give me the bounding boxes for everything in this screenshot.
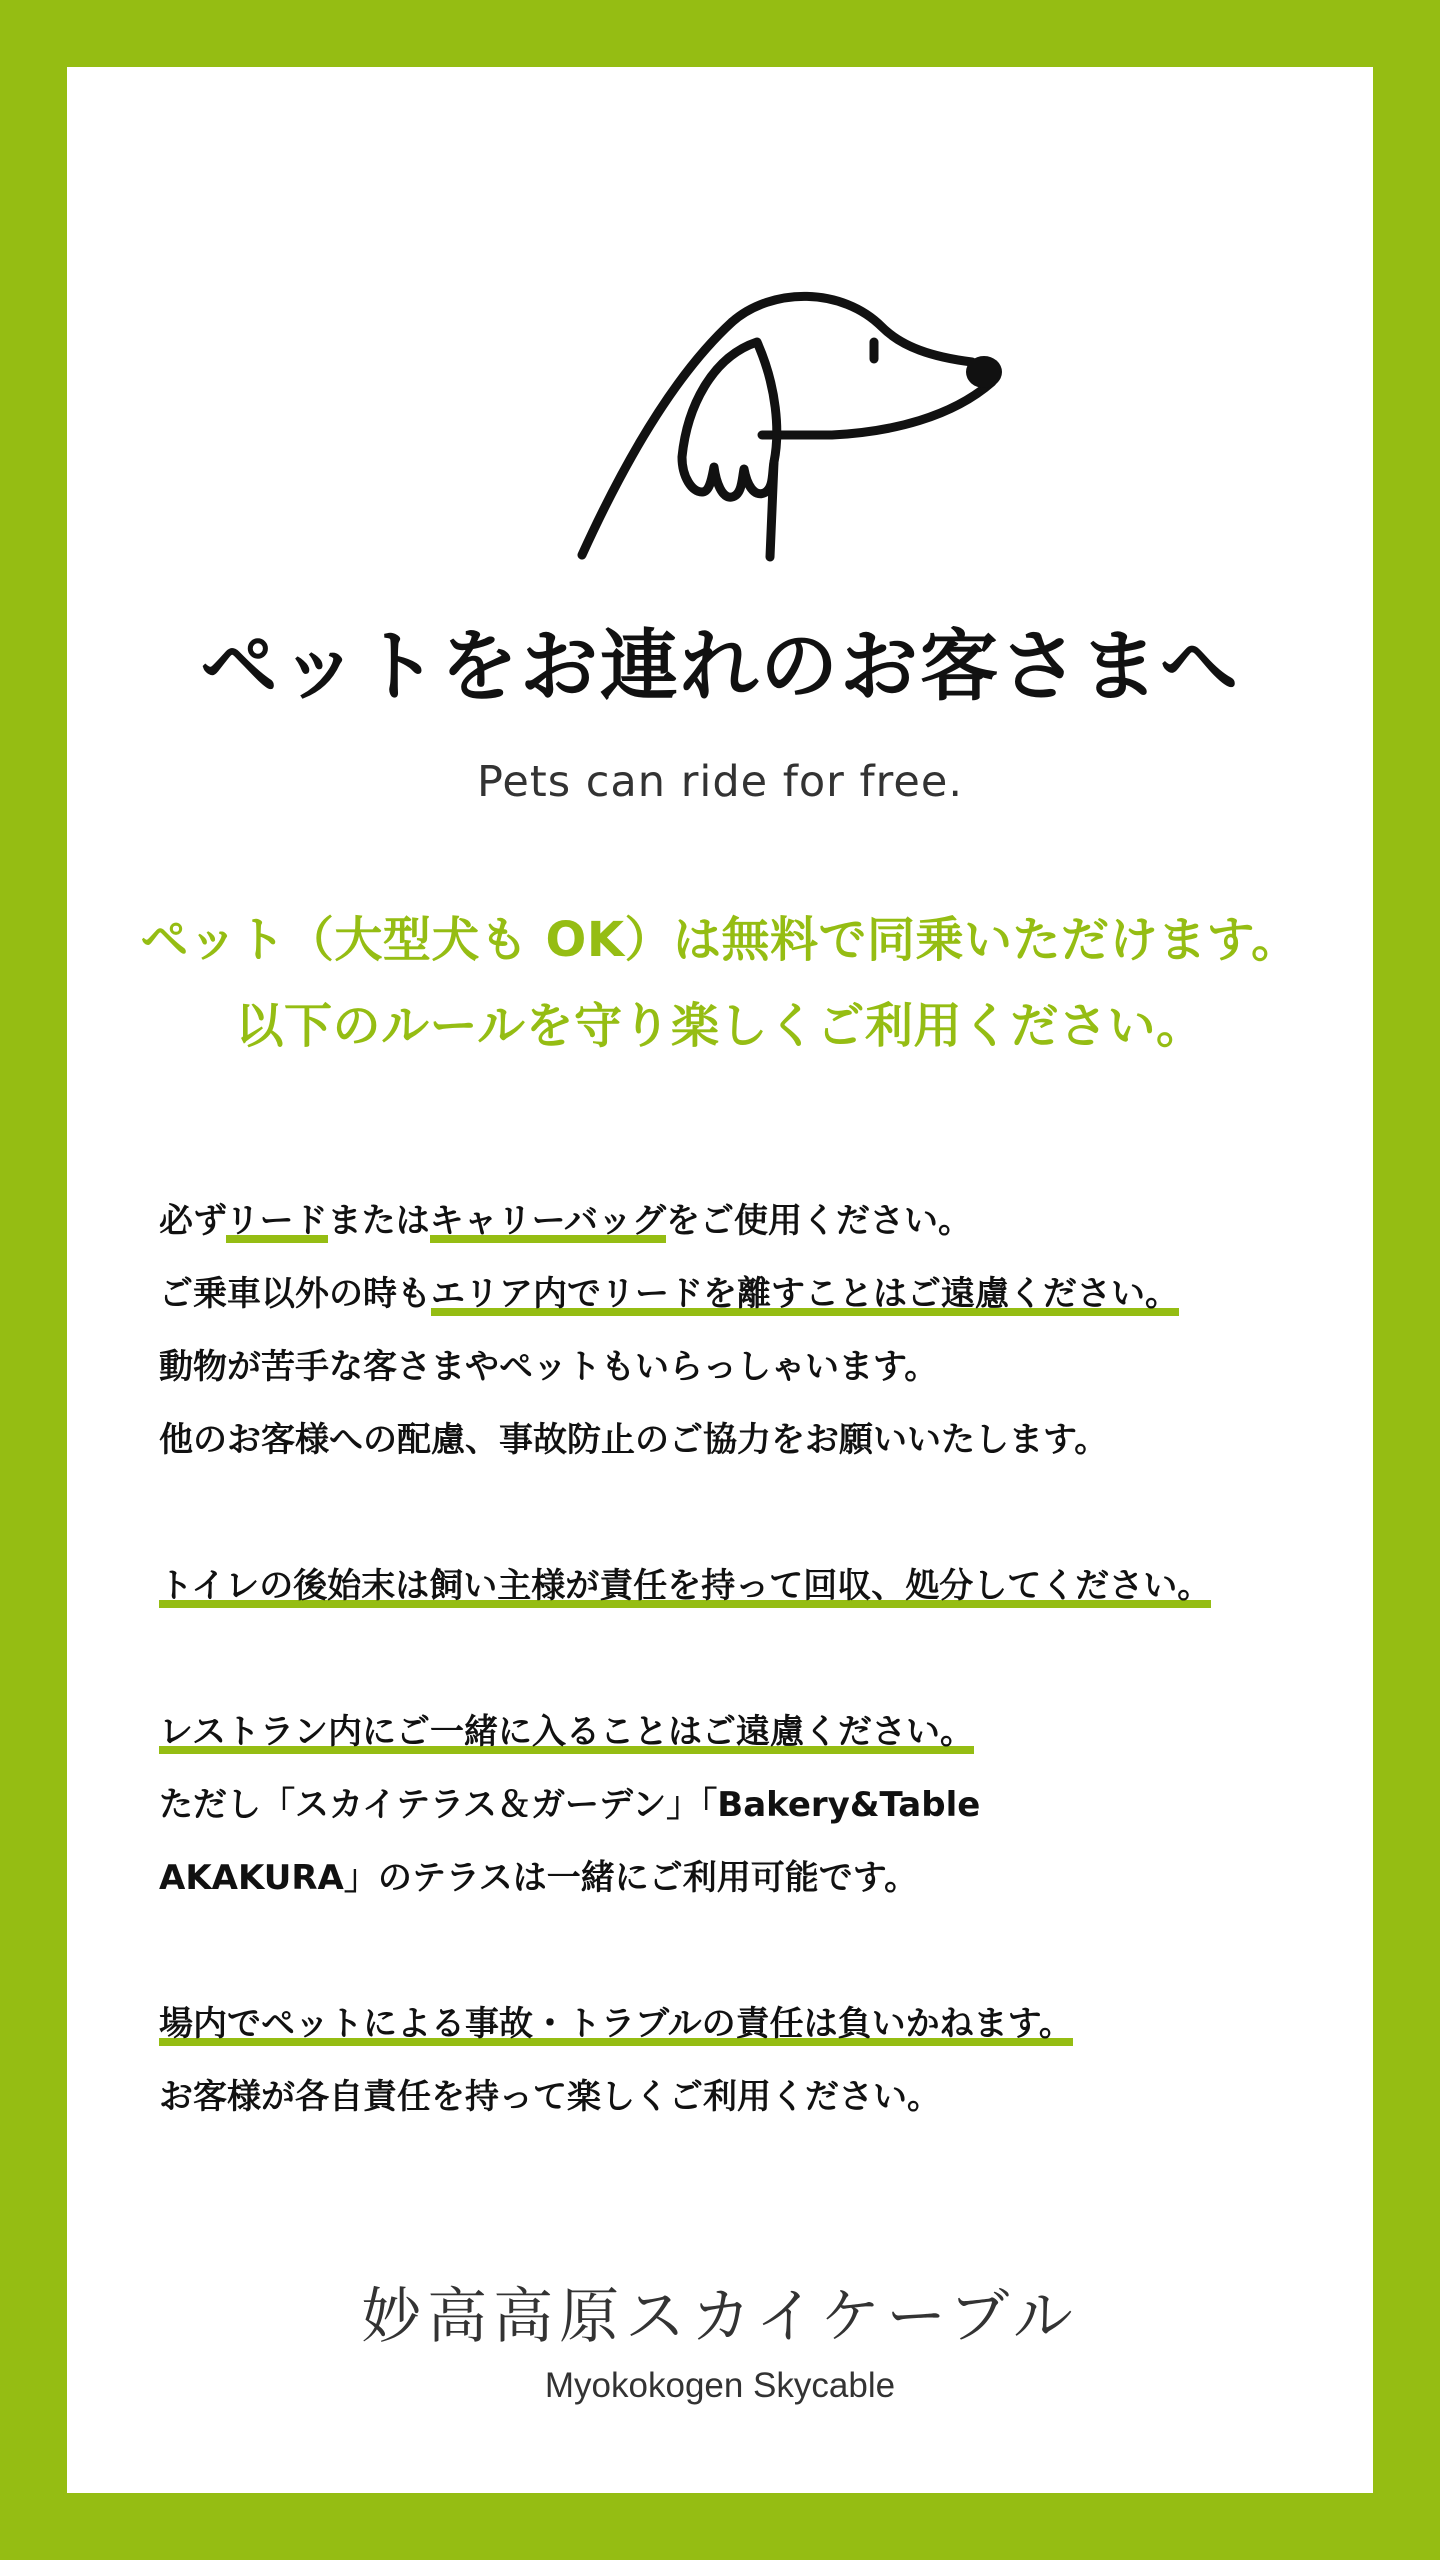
rule-line-6 bbox=[159, 1696, 1359, 1769]
lead-text bbox=[67, 897, 1373, 1069]
rule-highlight: キャリーバッグ bbox=[430, 1201, 666, 1249]
page-subtitle: Pets can ride for free. bbox=[477, 757, 963, 807]
rule-text: をご使用ください。 bbox=[665, 1201, 972, 1241]
rule-line-2 bbox=[159, 1258, 1359, 1331]
brand-name-en: Myokokogen Skycable bbox=[544, 2366, 896, 2405]
page-title: ペットをお連れのお客さまへ bbox=[199, 622, 1240, 712]
rule-line-8: AKAKURA」のテラスは一緒にご利用可能です。 bbox=[159, 1858, 919, 1898]
spacer bbox=[159, 1477, 1359, 1550]
rule-text: ご乗車以外の時も bbox=[159, 1274, 431, 1314]
notice-card bbox=[67, 67, 1373, 2493]
rule-line-7: ただし「スカイテラス＆ガーデン」「Bakery&Table bbox=[159, 1785, 981, 1825]
rule-highlight: リード bbox=[226, 1201, 328, 1249]
rule-line-10: お客様が各自責任を持って楽しくご利用ください。 bbox=[159, 2077, 941, 2117]
dog-icon bbox=[552, 267, 1022, 567]
rule-line-9 bbox=[159, 1988, 1359, 2061]
rule-highlight: レストラン内にご一緒に入ることはご遠慮ください。 bbox=[159, 1712, 974, 1760]
rule-line-3: 動物が苦手な客さまやペットもいらっしゃいます。 bbox=[159, 1347, 939, 1387]
rule-line-4: 他のお客様への配慮、事故防止のご協力をお願いいたします。 bbox=[159, 1420, 1109, 1460]
brand-name-jp: 妙高高原スカイケーブル bbox=[361, 2282, 1079, 2352]
spacer bbox=[159, 1623, 1359, 1696]
brand-block bbox=[67, 2277, 1373, 2411]
rule-text: または bbox=[327, 1201, 430, 1241]
rule-highlight: 場内でペットによる事故・トラブルの責任は負いかねます。 bbox=[159, 2004, 1073, 2052]
rule-line-5 bbox=[159, 1550, 1359, 1623]
rule-text: 必ず bbox=[159, 1201, 226, 1241]
spacer bbox=[159, 1915, 1359, 1988]
rule-line-1 bbox=[159, 1185, 1359, 1258]
lead-line-1: ペット（大型犬も OK）は無料で同乗いただけます。 bbox=[140, 912, 1300, 968]
rule-highlight: エリア内でリードを離すことはご遠慮ください。 bbox=[431, 1274, 1179, 1322]
rule-highlight: トイレの後始末は飼い主様が責任を持って回収、処分してください。 bbox=[159, 1566, 1211, 1614]
lead-line-2: 以下のルールを守り楽しくご利用ください。 bbox=[235, 998, 1205, 1054]
rules-list bbox=[159, 1185, 1359, 2134]
